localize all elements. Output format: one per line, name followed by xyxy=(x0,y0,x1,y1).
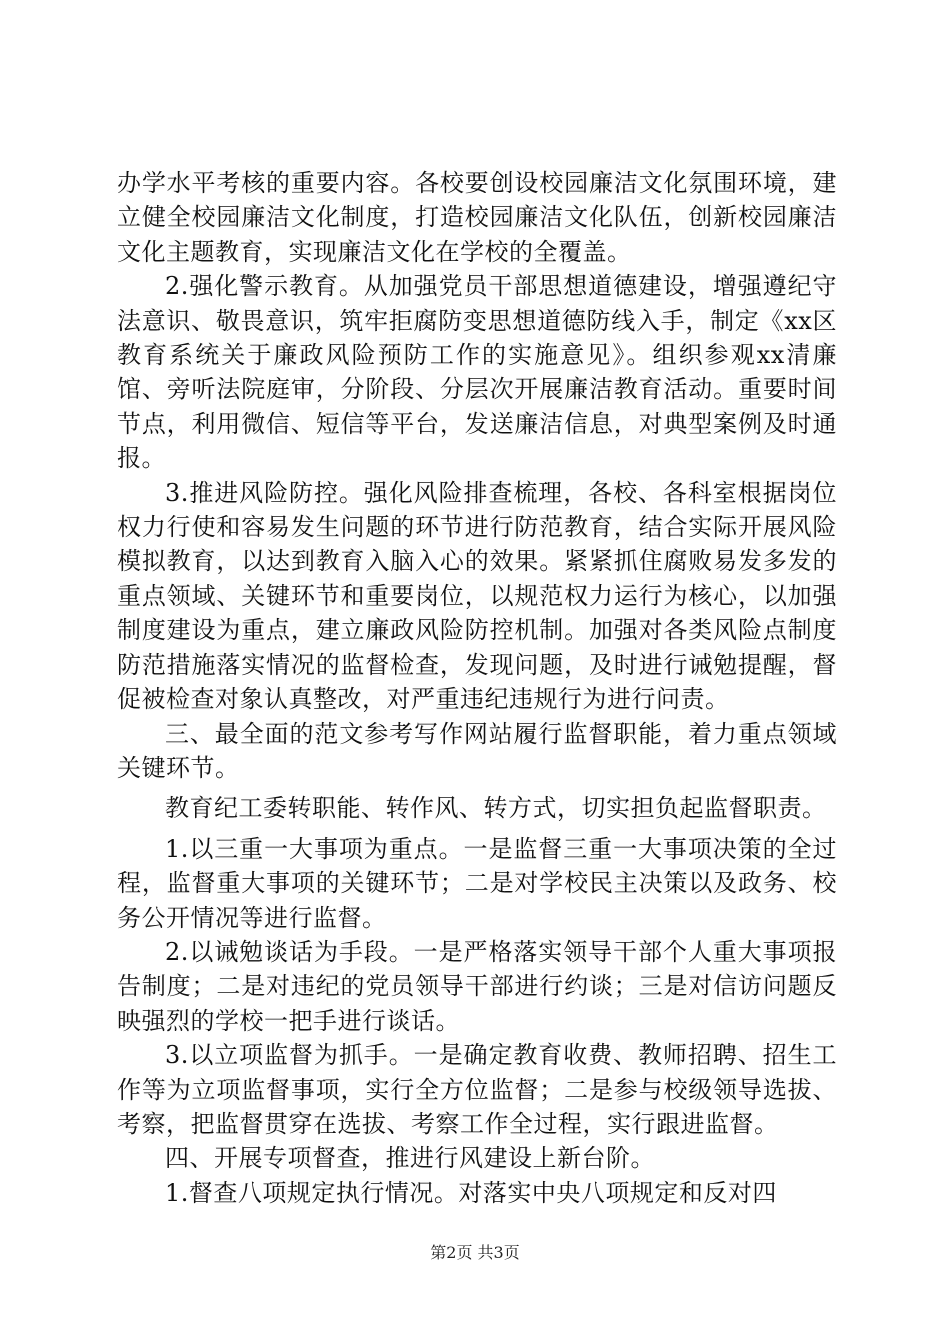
document-body xyxy=(117,166,837,1210)
paragraph-supervision-intro: 教育纪工委转职能、转作风、转方式，切实担负起监督职责。 xyxy=(165,794,827,823)
paragraph-admonition-talks: 2.以诫勉谈话为手段。一是严格落实领导干部个人重大事项报告制度；二是对违纪的党员领导干部进行约谈；三是对信访问题反映强烈的学校一把手进行谈话。 xyxy=(117,937,837,1035)
section-heading-special-inspection: 四、开展专项督查，推进行风建设上新台阶。 xyxy=(165,1144,655,1173)
paragraph-major-matters: 1.以三重一大事项为重点。一是监督三重一大事项决策的全过程，监督重大事项的关键环节；二是对学校民主决策以及政务、校务公开情况等进行监督。 xyxy=(117,834,837,932)
paragraph-risk-control: 3.推进风险防控。强化风险排查梳理，各校、各科室根据岗位权力行使和容易发生问题的环节进行防范教育，结合实际开展风险模拟教育，以达到教育入脑入心的效果。紧紧抓住腐败易发多发的重点领域、关键环节和重要岗位，以规范权力运行为核心，以加强制度建设为重点，建立廉政风险防控机制。加强对各类风险点制度防范措施落实情况的监督检查，发现问题，及时进行诫勉提醒，督促被检查对象认真整改，对严重违纪违规行为进行问责。 xyxy=(117,478,837,714)
paragraph-warning-education: 2.强化警示教育。从加强党员干部思想道德建设，增强遵纪守法意识、敬畏意识，筑牢拒腐防变思想道德防线入手，制定《xx区教育系统关于廉政风险预防工作的实施意见》。组织参观xx清廉馆、旁听法院庭审，分阶段、分层次开展廉洁教育活动。重要时间节点，利用微信、短信等平台，发送廉洁信息，对典型案例及时通报。 xyxy=(117,272,837,473)
section-heading-supervision: 三、最全面的范文参考写作网站履行监督职能，着力重点领域关键环节。 xyxy=(117,719,837,782)
page-number-footer: 第2页 共3页 xyxy=(430,1243,520,1262)
paragraph-project-supervision: 3.以立项监督为抓手。一是确定教育收费、教师招聘、招生工作等为立项监督事项，实行全方位监督；二是参与校级领导选拔、考察，把监督贯穿在选拔、考察工作全过程，实行跟进监督。 xyxy=(117,1041,837,1138)
paragraph-continuation: 办学水平考核的重要内容。各校要创设校园廉洁文化氛围环境，建立健全校园廉洁文化制度，打造校园廉洁文化队伍，创新校园廉洁文化主题教育，实现廉洁文化在学校的全覆盖。 xyxy=(117,169,837,266)
paragraph-eight-rules: 1.督查八项规定执行情况。对落实中央八项规定和反对四 xyxy=(165,1178,777,1207)
